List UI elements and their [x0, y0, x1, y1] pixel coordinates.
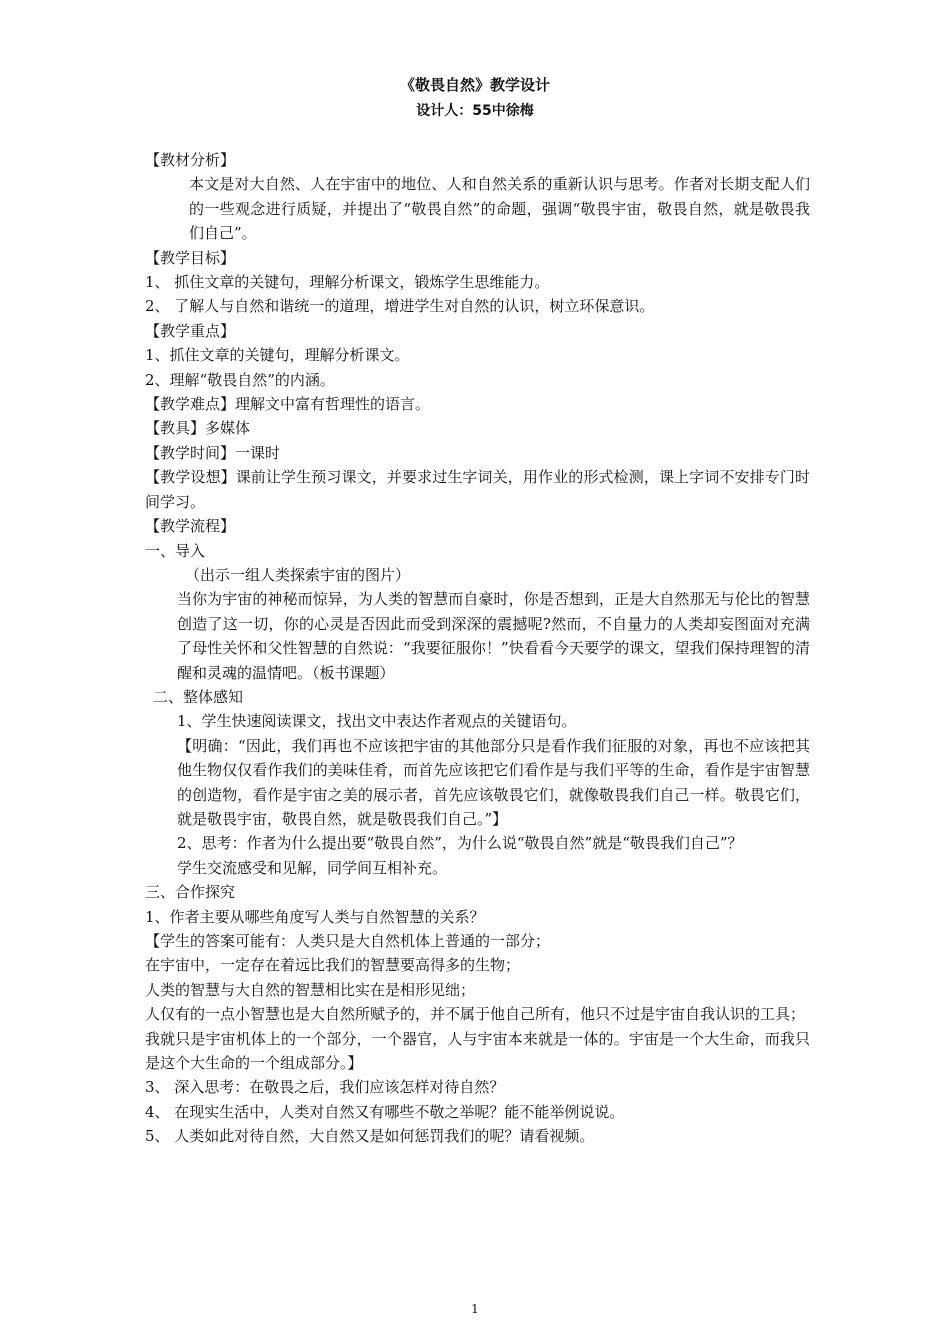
- teaching-idea: 【教学设想】课前让学生预习课文，并要求过生字词关，用作业的形式检测，课上字词不安排专门时间学习。: [145, 468, 810, 511]
- subsection-heading: 二、整体感知: [153, 687, 244, 706]
- answer-block: 【明确：“因此，我们再也不应该把宇宙的其他部分只是看作我们征服的对象，再也不应该把其他生物仅仅看作我们的美味佳肴，而首先应该把它们看作是与我们平等的生命，看作是宇宙智慧的创造物，看作是宇宙之美的展示者，首先应该敬畏它们，就像敬畏我们自己一样。敬畏它们，就是敬畏宇宙，敬畏自然，就是敬畏我们自己。”】: [177, 736, 810, 828]
- list-item: 2、 了解人与自然和谐统一的道理，增进学生对自然的认识，树立环保意识。: [145, 297, 655, 316]
- paragraph: 当你为宇宙的神秘而惊异，为人类的智慧而自豪时，你是否想到，正是大自然那无与伦比的智慧创造了这一切，你的心灵是否因此而受到深深的震撼呢?然而，不自量力的人类却妄图面对充满了母性关怀和父性智慧的自然说：“我要征服你！”快看看今天要学的课文，望我们保持理智的清醒和灵魂的温情吧。（板书课题）: [177, 590, 810, 682]
- question: 4、 在现实生活中，人类对自然又有哪些不敬之举呢？能不能举例说说。: [145, 1102, 625, 1121]
- question: 5、 人类如此对待自然，大自然又是如何惩罚我们的呢？请看视频。: [145, 1127, 595, 1146]
- answer-line: 人仅有的一点小智慧也是大自然所赋予的，并不属于他自己所有，他只不过是宇宙自我认识的工具；: [145, 1005, 806, 1024]
- section-heading: 【教学目标】: [145, 248, 236, 267]
- subsection-heading: 三、合作探究: [145, 883, 236, 902]
- question: 1、作者主要从哪些角度写人类与自然智慧的关系？: [145, 907, 485, 926]
- list-item: 2、理解“敬畏自然”的内涵。: [145, 370, 335, 389]
- document-title: 《敬畏自然》教学设计: [399, 76, 550, 94]
- question: 3、 深入思考：在敬畏之后，我们应该怎样对待自然？: [145, 1078, 505, 1097]
- section-heading: 【教材分析】: [145, 151, 236, 169]
- list-item: 1、抓住文章的关键句，理解分析课文。: [145, 346, 410, 365]
- answer-line: 在宇宙中，一定存在着远比我们的智慧要高得多的生物；: [145, 956, 521, 975]
- answer-line: 我就只是宇宙机体上的一个部分，一个器官，人与宇宙本来就是一体的。宇宙是一个大生命，而我只是这个大生命的一个组成部分。】: [145, 1029, 810, 1073]
- subsection-heading: 一、导入: [145, 541, 206, 560]
- list-item: 1、 抓住文章的关键句，理解分析课文，锻炼学生思维能力。: [145, 273, 550, 292]
- document-author: 设计人：55中徐梅: [416, 103, 534, 119]
- question: 2、思考：作者为什么提出要“敬畏自然”，为什么说“敬畏自然”就是“敬畏我们自己”？: [177, 834, 743, 853]
- answer-line: 人类的智慧与大自然的智慧相比实在是相形见绌；: [145, 980, 476, 999]
- paragraph: 学生交流感受和见解，同学间互相补充。: [177, 858, 448, 877]
- difficulty-line: 【教学难点】理解文中富有哲理性的语言。: [145, 395, 431, 414]
- time-line: 【教学时间】一课时: [145, 443, 281, 462]
- paragraph: 本文是对大自然、人在宇宙中的地位、人和自然关系的重新认识与思考。作者对长期支配人们的一些观念进行质疑，并提出了“敬畏自然”的命题，强调“敬畏宇宙，敬畏自然，就是敬畏我们自己”。: [189, 175, 810, 243]
- section-heading: 【教学流程】: [145, 517, 236, 536]
- page-number: 1: [471, 1302, 479, 1316]
- section-heading: 【教学重点】: [145, 321, 236, 340]
- answer-line: 【学生的答案可能有：人类只是大自然机体上普通的一部分；: [145, 932, 551, 950]
- tools-line: 【教具】多媒体: [145, 419, 251, 438]
- document-body: [145, 148, 810, 1149]
- question: 1、学生快速阅读课文，找出文中表达作者观点的关键语句。: [177, 712, 577, 731]
- paragraph: （出示一组人类探索宇宙的图片）: [185, 565, 411, 584]
